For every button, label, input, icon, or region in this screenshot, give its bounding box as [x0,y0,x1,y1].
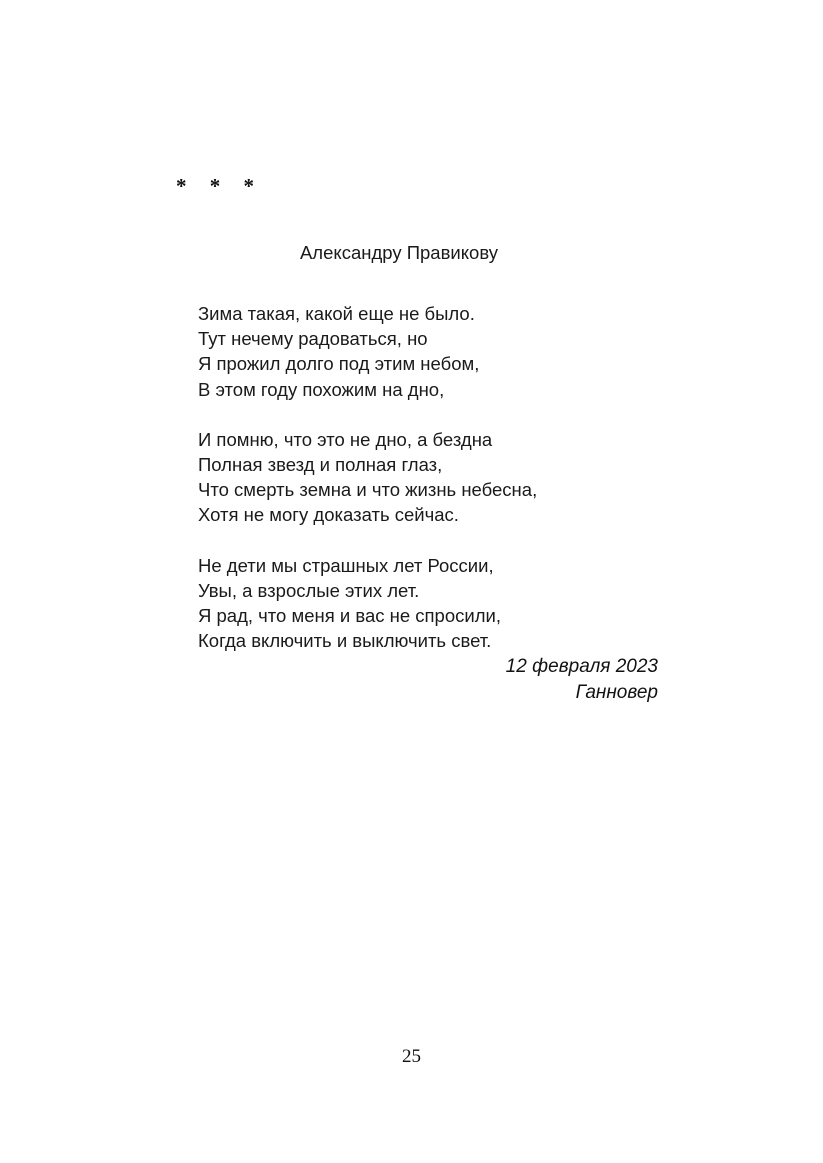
verse-line: Когда включить и выключить свет. [198,630,492,652]
verse-line: Что смерть земна и что жизнь небесна, [198,479,538,501]
verse-line: Не дети мы страшных лет России, [198,554,494,576]
verse-line: Увы, а взрослые этих лет. [198,579,420,601]
section-divider-asterisks: * * * [176,174,263,198]
stanza [198,427,658,528]
poem-stanzas [176,301,658,653]
verse-line: Зима такая, какой еще не было. [198,303,475,324]
verse-line: В этом году похожим на дно, [198,378,445,400]
poem-dedication: Александру Правикову [299,242,499,263]
verse-line: Хотя не могу доказать сейчас. [198,504,459,526]
stanza [198,301,658,402]
verse-line: Полная звезд и полная глаз, [198,454,443,476]
verse-line: Тут нечему радоваться, но [198,328,428,350]
verse-line: Я прожил долго под этим небом, [198,353,480,375]
verse-line: И помню, что это не дно, а бездна [198,428,493,450]
poem-body [176,176,658,705]
stanza [198,553,658,654]
signature-place: Ганновер [575,681,658,703]
verse-line: Я рад, что меня и вас не спросили, [198,605,501,627]
signature-date: 12 февраля 2023 [505,656,658,678]
poem-signature [176,654,658,705]
page-number: 25 [402,1046,421,1067]
